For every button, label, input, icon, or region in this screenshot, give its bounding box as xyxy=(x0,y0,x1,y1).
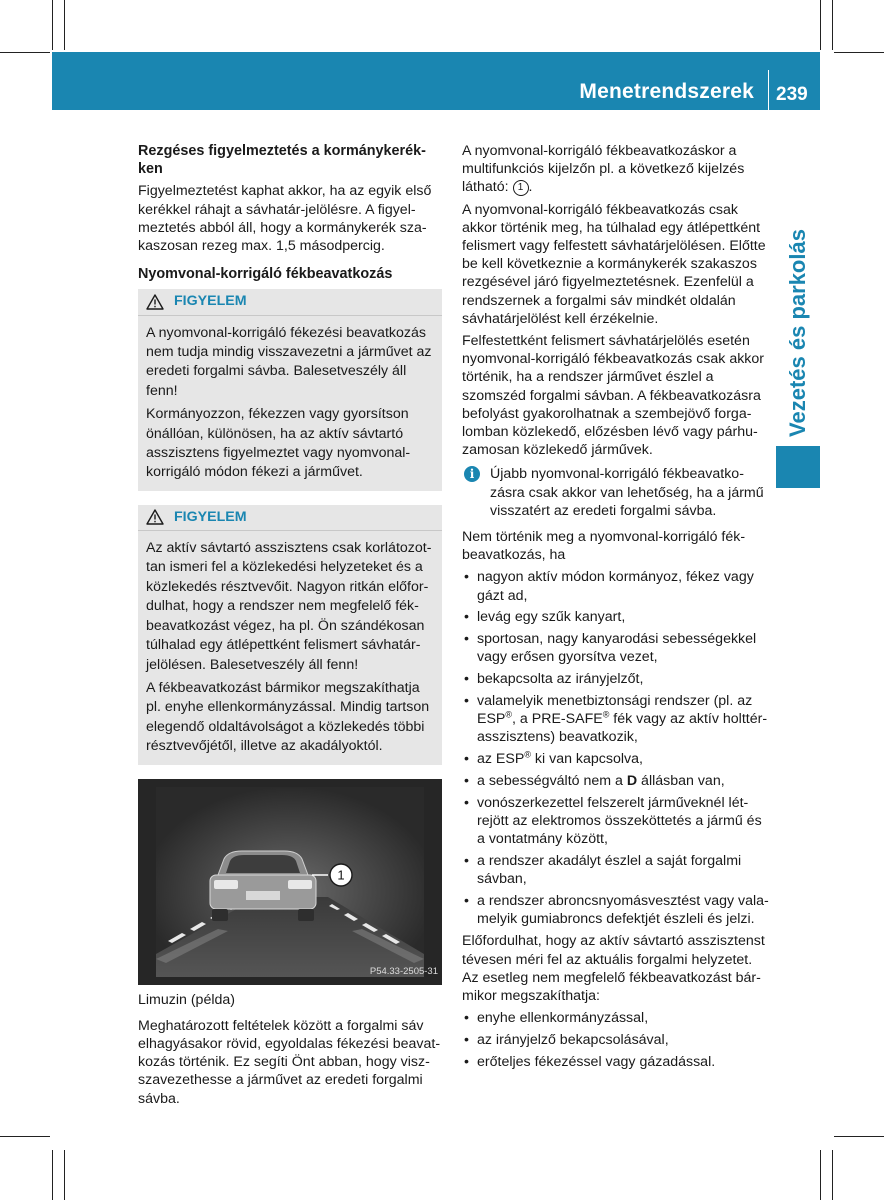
info-text: Újabb nyomvonal-korrigáló fékbeavatkozásra csak akkor van lehetőség, ha a jármű visszatért az eredeti forgalmi sávba. xyxy=(490,466,764,519)
override-list xyxy=(462,1009,770,1071)
list-item: • enyhe ellenkormányzással, xyxy=(462,1009,770,1027)
callout-number: 1 xyxy=(337,867,345,883)
figure-code: P54.33-2505-31 xyxy=(369,966,438,978)
crop-mark xyxy=(832,0,833,50)
callout-reference: 1 xyxy=(513,180,529,196)
warning-triangle-icon xyxy=(146,509,164,525)
page-number: 239 xyxy=(776,84,808,105)
crop-mark xyxy=(0,52,50,53)
list-item: • valamelyik menetbiztonsági rendszer (pl. az ESP®, a PRE-SAFE® fék vagy az aktív holttérasszisztens) beavatkozik, xyxy=(462,692,770,747)
warning-box-1 xyxy=(138,289,442,490)
list-item: • bekapcsolta az irányjelzőt, xyxy=(462,670,770,688)
crop-mark xyxy=(820,0,821,50)
right-column xyxy=(462,142,770,1075)
heading-vibration-warning: Rezgéses figyelmeztetés a kormánykerékken xyxy=(138,143,426,178)
warning-text: A fékbeavatkozást bármikor megszakíthatja pl. enyhe ellenkormányzással. Mindig tartson elegendő oldaltávolságot a közlekedés többi résztvevőjétől, illetve az akadályoktól. xyxy=(146,679,430,755)
crop-mark xyxy=(834,52,884,53)
header-divider xyxy=(768,70,769,110)
crop-mark xyxy=(832,1150,833,1200)
crop-mark xyxy=(0,1136,50,1137)
list-item: • az ESP® ki van kapcsolva, xyxy=(462,750,770,768)
warning-header xyxy=(138,505,442,531)
info-note xyxy=(462,465,770,520)
chapter-side-tab: Vezetés és parkolás xyxy=(785,229,810,437)
display-text: A nyomvonal-korrigáló fékbeavatkozáskor a multifunkciós kijelzőn pl. a következő kijelzés látható: xyxy=(462,143,745,196)
list-item: • a rendszer akadályt észlel a saját forgalmi sávban, xyxy=(462,852,770,888)
crop-mark xyxy=(834,1136,884,1137)
display-text-end: . xyxy=(528,179,533,196)
car-lane-illustration xyxy=(138,779,442,985)
warning-header xyxy=(138,289,442,315)
exception-list xyxy=(462,568,770,928)
crop-mark xyxy=(52,1150,53,1200)
list-item: • nagyon aktív módon kormányoz, fékez vagy gázt ad, xyxy=(462,568,770,604)
crop-mark xyxy=(52,0,53,50)
warning-triangle-icon xyxy=(146,294,164,310)
warning-text: Az aktív sávtartó asszisztens csak korlátozottan ismeri fel a közlekedési helyzeteket és a közlekedés résztvevőit. Nagyon ritkán előfordulhat, hogy a rendszer nem megfelelő fékbeavatkozást végez, ha pl. Ön szándékosan túlhalad egy átlépettként felismert sávhatárjelölésen. Balesetveszély áll fenn! xyxy=(146,540,432,673)
paragraph-vibration: Figyelmeztetést kaphat akkor, ha az egyik első kerékkel ráhajt a sávhatár-jelölésre. A figyelmeztetés abból áll, hogy a kormánykerék szakaszosan rezeg max. 1,5 másodpercig. xyxy=(138,183,432,255)
figure-caption: Limuzin (példa) xyxy=(138,991,235,1008)
warning-title: FIGYELEM xyxy=(174,508,247,525)
crop-mark xyxy=(820,1150,821,1200)
paragraph-painted: Felfestettként felismert sávhatárjelölés esetén nyomvonal-korrigáló fékbeavatkozás csak akkor történik, ha a rendszer járművet észlel a szomszéd forgalmi sávban. A fékbeavatkozásra befolyást gyakorolhatnak a szembejövő forgalomban közlekedő, előzésben lévő vagy párhuzamosan közlekedő járművek. xyxy=(462,333,765,459)
paragraph-conditions: Meghatározott feltételek között a forgalmi sáv elhagyásakor rövid, egyoldalas fékezési beavatkozás történik. Ez segíti Önt abban, hogy viszszavezethesse a járművet az eredeti forgalmi sávba. xyxy=(138,1017,441,1107)
warning-text: Kormányozzon, fékezzen vagy gyorsítson önállóan, különösen, ha az aktív sávtartó asszisztens figyelmeztet vagy nyomvonal-korrigáló módon fékezi a járművet. xyxy=(146,406,411,481)
crop-mark xyxy=(64,1150,65,1200)
heading-lane-braking: Nyomvonal-korrigáló fékbeavatkozás xyxy=(138,266,393,283)
left-column xyxy=(138,142,442,1112)
warning-box-2 xyxy=(138,505,442,765)
list-item: • sportosan, nagy kanyarodási sebességekkel vagy erősen gyorsítva vezet, xyxy=(462,630,770,666)
paragraph-not-happen: Nem történik meg a nyomvonal-korrigáló fékbeavatkozás, ha xyxy=(462,529,746,564)
warning-text: A nyomvonal-korrigáló fékezési beavatkozás nem tudja mindig visszavezetni a járművet az eredeti forgalmi sávba. Balesetveszély áll fenn! xyxy=(146,324,432,399)
list-item: • a rendszer abroncsnyomásvesztést vagy valamelyik gumiabroncs defektjét észleli és jelzi. xyxy=(462,892,770,928)
info-icon: i xyxy=(464,466,480,482)
paragraph-may-happen: Előfordulhat, hogy az aktív sávtartó asszisztenst tévesen méri fel az aktuális forgalmi helyzetet. Az esetleg nem megfelelő fékbeavatkozást bármikor megszakíthatja: xyxy=(462,933,765,1005)
list-item: • levág egy szűk kanyart, xyxy=(462,608,770,626)
chapter-marker-block xyxy=(776,446,820,488)
section-title: Menetrendszerek xyxy=(579,80,754,103)
crop-mark xyxy=(64,0,65,50)
list-item: • a sebességváltó nem a D állásban van, xyxy=(462,772,770,790)
warning-title: FIGYELEM xyxy=(174,293,247,310)
paragraph-only-when: A nyomvonal-korrigáló fékbeavatkozás csak akkor történik meg, ha túlhalad egy átlépettként felismert vagy felfestett sávhatárjelölésen. Előtte be kell következnie a kormánykerék szakaszos rezgésével járó figyelmeztetésnek. Ezenfelül a rendszernek a forgalmi sáv mindkét oldalán sávhatárjelölést kell érzékelnie. xyxy=(462,201,766,327)
list-item: • az irányjelző bekapcsolásával, xyxy=(462,1031,770,1049)
list-item: • vonószerkezettel felszerelt járműveknél létrejött az elektromos összeköttetés a jármű és a vontatmány között, xyxy=(462,794,770,849)
paragraph-display xyxy=(462,142,770,197)
list-item: • erőteljes fékezéssel vagy gázadással. xyxy=(462,1053,770,1071)
display-illustration xyxy=(138,779,442,985)
